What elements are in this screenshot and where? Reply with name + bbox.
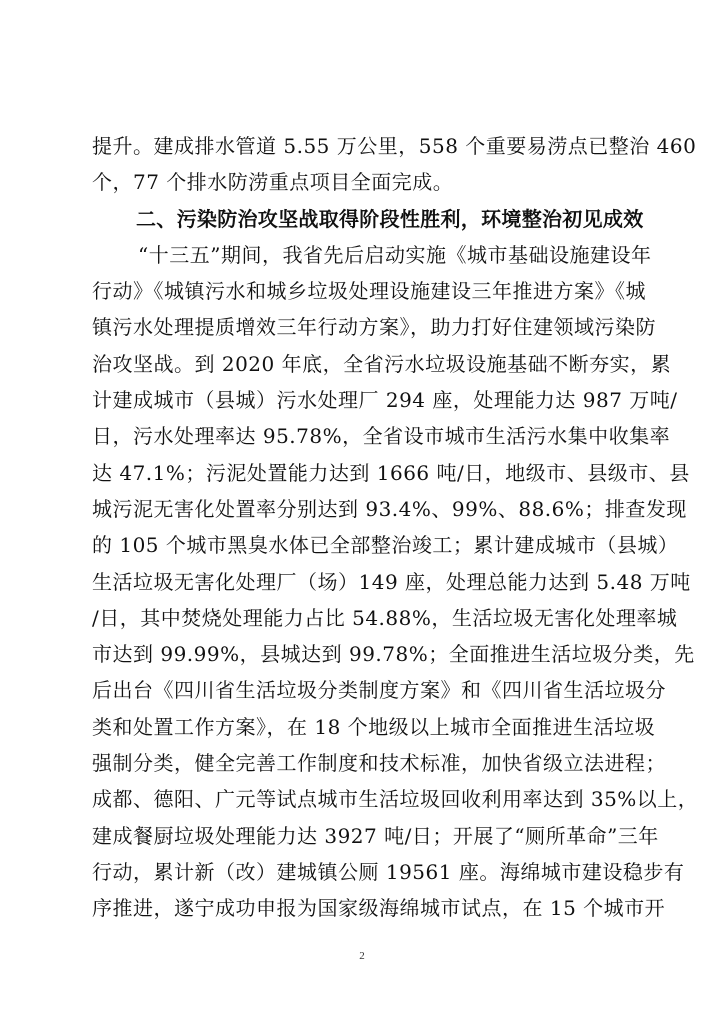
body-text: [92, 128, 699, 927]
paragraph-line: 达 47.1%；污泥处置能力达到 1666 吨/日，地级市、县级市、县: [92, 460, 690, 485]
paragraph-line: 镇污水处理提质增效三年行动方案》，助力打好住建领域污染防: [92, 315, 656, 340]
paragraph-line: 行动》《城镇污水和城乡垃圾处理设施建设三年推进方案》《城: [92, 279, 646, 304]
paragraph-line: 类和处置工作方案》，在 18 个地级以上城市全面推进生活垃圾: [92, 714, 656, 739]
paragraph-line: 个，77 个排水防涝重点项目全面完成。: [92, 170, 454, 195]
paragraph-line: 强制分类，健全完善工作制度和技术标准，加快省级立法进程；: [92, 751, 666, 776]
page-number: 2: [359, 950, 365, 962]
paragraph-line: 日，污水处理率达 95.78%，全省设市城市生活污水集中收集率: [92, 424, 671, 449]
paragraph-line: 成都、德阳、广元等试点城市生活垃圾回收利用率达到 35%以上，: [92, 787, 699, 812]
section-heading: 二、污染防治攻坚战取得阶段性胜利，环境整治初见成效: [136, 206, 644, 231]
paragraph-line: 城污泥无害化处置率分别达到 93.4%、99%、88.6%；排查发现: [92, 496, 687, 521]
paragraph-line: 治攻坚战。到 2020 年底，全省污水垃圾设施基础不断夯实，累: [92, 351, 672, 376]
paragraph-line: /日，其中焚烧处理能力占比 54.88%，生活垃圾无害化处理率城: [92, 605, 678, 630]
paragraph-line: 后出台《四川省生活垃圾分类制度方案》和《四川省生活垃圾分: [92, 678, 666, 703]
paragraph-line: 计建成城市（县城）污水处理厂 294 座，处理能力达 987 万吨/: [92, 388, 678, 413]
paragraph-line: 提升。建成排水管道 5.55 万公里，558 个重要易涝点已整治 460: [92, 134, 697, 158]
paragraph-line: “十三五”期间，我省先后启动实施《城市基础设施建设年: [138, 242, 652, 267]
paragraph-line: 建成餐厨垃圾处理能力达 3927 吨/日；开展了“厕所革命”三年: [92, 823, 659, 848]
paragraph-line: 生活垃圾无害化处理厂（场）149 座，处理总能力达到 5.48 万吨: [92, 569, 691, 594]
paragraph-line: 市达到 99.99%，县城达到 99.78%；全面推进生活垃圾分类，先: [92, 642, 695, 667]
paragraph-line: 的 105 个城市黑臭水体已全部整治竣工；累计建成城市（县城）: [92, 533, 679, 558]
paragraph-line: 序推进，遂宁成功申报为国家级海绵城市试点，在 15 个城市开: [92, 896, 666, 921]
paragraph-line: 行动，累计新（改）建城镇公厕 19561 座。海绵城市建设稳步有: [92, 859, 685, 884]
